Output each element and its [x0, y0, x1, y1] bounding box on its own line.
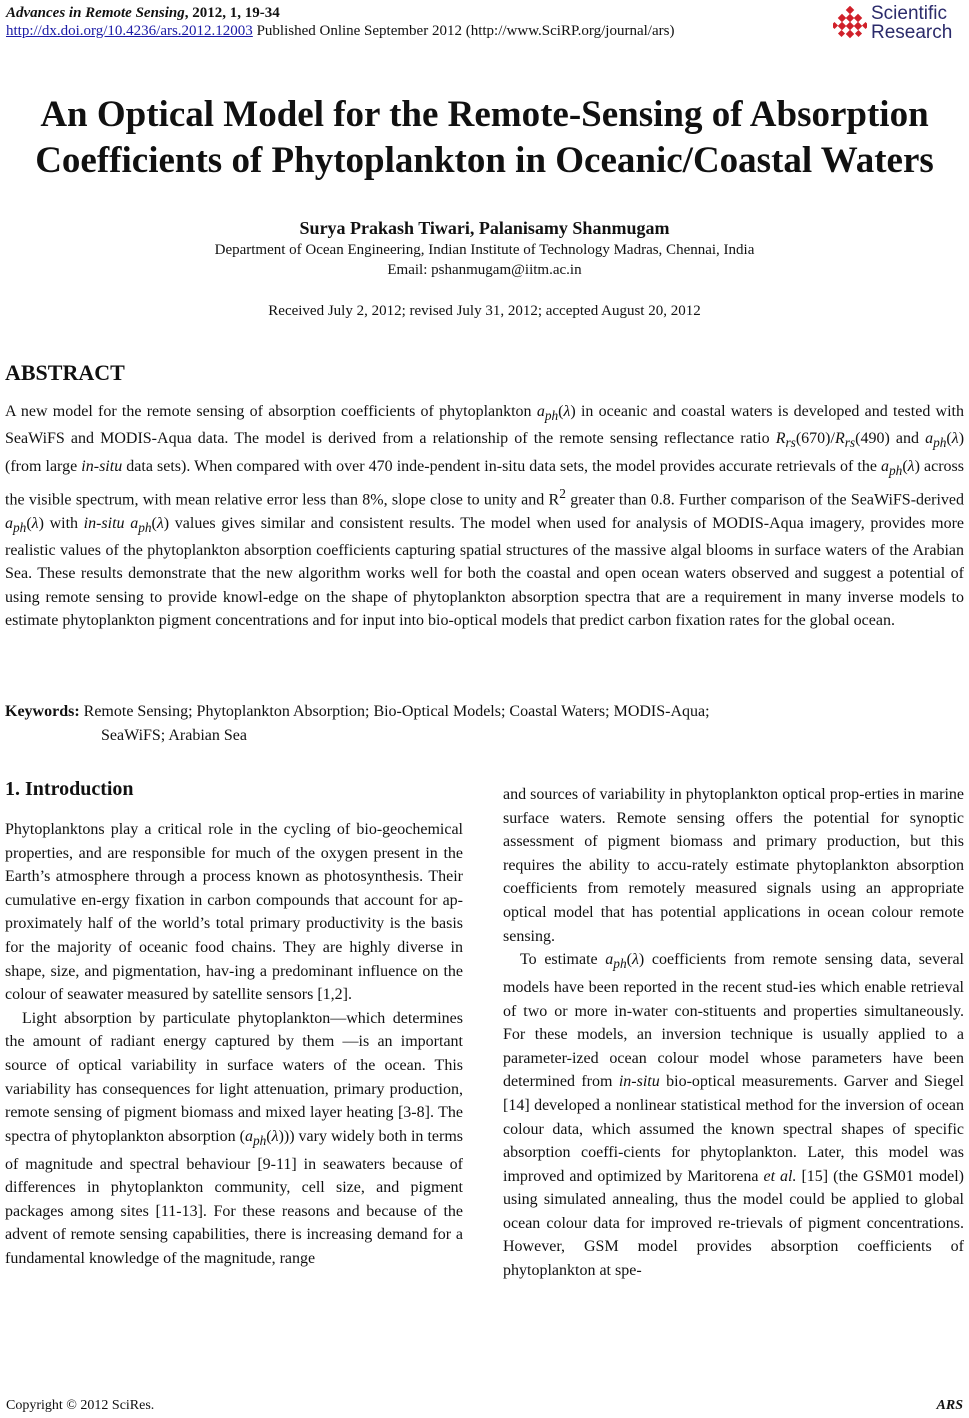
received-dates: Received July 2, 2012; revised July 31, 2012; accepted August 20, 2012 — [268, 303, 701, 319]
intro-paragraph-2: Light absorption by particulate phytoplankton—which determines the amount of radiant energy captured by them —is an important source of optical variability in surface waters of the ocean. This variability has consequences for light attenuation, primary production, remote sensing of pigment biomass and mixed layer heating [3-8]. The spectra of phytoplankton absorption $(a_{ph}(\lambda))$) vary widely both in terms of magnitude and spectral behaviour [9-11] in seawaters because of differences in phytoplankton community, cell size, and pigment packages among sites [11-13]. For these reasons and because of the advent of remote sensing capabilities, there is increasing demand for a fundamental knowledge of the magnitude, range — [5, 1009, 463, 1267]
authors: Surya Prakash Tiwari, Palanisamy Shanmugam — [299, 218, 670, 238]
right-column — [503, 783, 964, 1283]
intro-paragraph-3: and sources of variability in phytoplankton optical prop-erties in marine surface waters. Remote sensing offers the potential for synoptic assessment of pigment biomass and primary production, but this requires the ability to accu-rately estimate phytoplankton absorption coefficients from remotely measured signals using an appropriate optical model that has potential applications in ocean colour remote sensing. — [503, 786, 964, 945]
affiliation: Department of Ocean Engineering, Indian Institute of Technology Madras, Chennai, India — [214, 242, 755, 258]
left-column — [5, 818, 463, 1270]
keywords — [5, 700, 945, 748]
abstract-text: A new model for the remote sensing of absorption coefficients of phytoplankton $a_{ph}(\lambda)$ in oceanic and coastal waters is developed and tested with SeaWiFS and MODIS-Aqua data. The model is derived from a relationship of the remote sensing reflectance ratio $R_{rs}(670)/R_{rs}(490)$ and $a_{ph}(\lambda)$ (from large in-situ data sets). When compared with over 470 inde-pendent in-situ data sets, the model provides accurate retrievals of the $a_{ph}(\lambda)$ across the visible spectrum, with mean relative error less than 8%, slope close to unity and $R^2$ greater than 0.8. Further comparison of the SeaWiFS-derived $a_{ph}(\lambda)$ with in-situ $a_{ph}(\lambda)$ values gives similar and consistent results. The model when used for analysis of MODIS-Aqua imagery, provides more realistic values of the phytoplankton absorption coefficients capturing spatial structures of the massive algal blooms in surface waters of the Arabian Sea. These results demonstrate that the new algorithm works well for both the coastal and open ocean waters observed and suggest a potential of using remote sensing to provide knowl-edge on the shape of phytoplankton absorption spectra that are a requirement in many inverse models to estimate phytoplankton pigment concentrations and for input into bio-optical models that predict carbon fixation rates for the global ocean. — [5, 403, 965, 629]
abstract-heading: ABSTRACT — [5, 360, 125, 385]
publisher-logo — [833, 2, 961, 44]
title-line-2: Coefficients of Phytoplankton in Oceanic/Coastal Waters — [35, 140, 934, 181]
journal-publication-line — [6, 22, 674, 40]
logo-word-scientific: Scientific — [871, 3, 948, 24]
section-heading-introduction: 1. Introduction — [5, 778, 134, 800]
published-text: Published Online September 2012 (http://www.SciRP.org/journal/ars) — [252, 23, 675, 39]
journal-volume: , 2012, 1, 19-34 — [184, 5, 280, 21]
scientific-research-logo-icon — [833, 6, 867, 40]
intro-paragraph-1: Phytoplanktons play a critical role in the cycling of bio-geochemical properties, and are responsible for much of the oxygen present in the Earth’s atmosphere through a process known as photosynthesis. Their cumulative en-ergy fixation in carbon compounds that account for ap-proximately half of the world’s total primary productivity is the basis for the majority of oceanic food chains. They are highly diverse in shape, size, and pigmentation, hav-ing a predominant influence on the colour of seawater measured by satellite sensors [1,2]. — [5, 821, 463, 1004]
logo-word-research: Research — [871, 22, 953, 43]
author-email: Email: pshanmugam@iitm.ac.in — [387, 262, 582, 278]
journal-citation — [6, 4, 674, 22]
keywords-line-2: SeaWiFS; Arabian Sea — [101, 727, 247, 744]
doi-link[interactable]: http://dx.doi.org/10.4236/ars.2012.12003 — [6, 23, 253, 39]
journal-name: Advances in Remote Sensing — [6, 5, 185, 21]
keywords-line-1: Remote Sensing; Phytoplankton Absorption; Bio-Optical Models; Coastal Waters; MODIS-Aqua; — [79, 703, 710, 720]
title-line-1: An Optical Model for the Remote-Sensing of Absorption — [40, 94, 929, 135]
journal-header — [6, 4, 674, 40]
intro-paragraph-4: To estimate $a_{ph}(\lambda)$ coefficients from remote sensing data, several models have been reported in the recent stud-ies which enable retrieval of two or more in-water con-stituents and properties simultaneously. For these models, an inversion technique is usually applied to a parameter-ized ocean colour model whose parameters have been determined from in-situ bio-optical measurements. Garver and Siegel [14] developed a nonlinear statistical method for the inversion of ocean colour data, which assumed the known spectral shapes of specific absorption coeffi-cients for phytoplankton. Later, this model was improved and optimized by Maritorena et al. [15] (the GSM01 model) using simulated annealing, thus the model could be applied to global ocean colour data for improved re-trievals of pigment concentrations. However, GSM model provides absorption coefficients of phytoplankton at spe- — [503, 951, 965, 1280]
copyright-footer: Copyright © 2012 SciRes. — [6, 1398, 155, 1413]
keywords-label: Keywords: — [5, 703, 80, 720]
journal-abbreviation-footer: ARS — [936, 1398, 963, 1413]
paper-title — [0, 92, 969, 184]
